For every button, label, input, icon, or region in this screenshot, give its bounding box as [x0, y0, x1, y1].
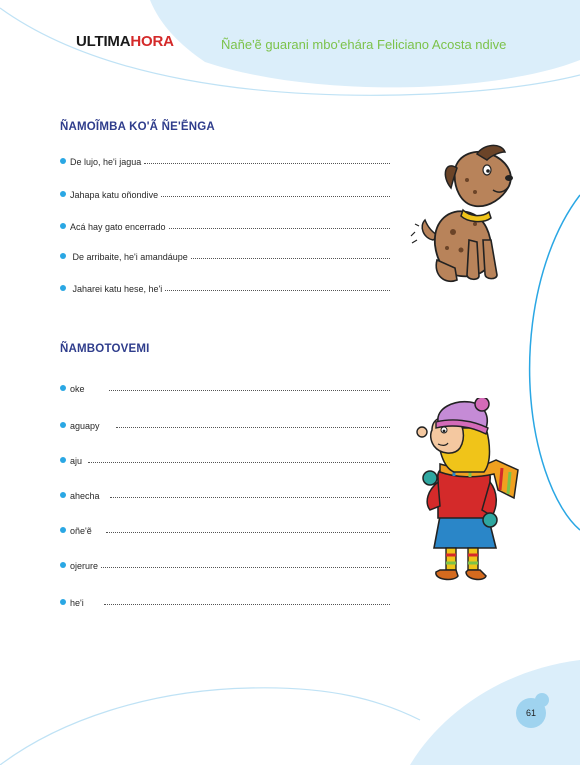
- answer-line: [161, 195, 390, 197]
- list-item: [60, 522, 390, 536]
- bullet-icon: [60, 527, 66, 533]
- brand-logo-part2: HORA: [130, 33, 174, 50]
- item-label: ahecha: [70, 491, 100, 501]
- brand-logo: [76, 33, 174, 50]
- answer-line: [106, 531, 390, 533]
- section1-title: ÑAMOĨMBA KO'Ã ÑE'ẼNGA: [60, 121, 215, 133]
- list-item: [60, 487, 390, 501]
- girl-illustration: [410, 398, 525, 590]
- list-item: [60, 417, 390, 431]
- list-item: [60, 380, 390, 394]
- list-item: [60, 280, 390, 294]
- bottom-right-wave: [410, 660, 580, 765]
- item-label: oñe'ẽ: [70, 526, 92, 536]
- answer-line: [101, 566, 390, 568]
- bullet-icon: [60, 158, 66, 164]
- list-item: [60, 594, 390, 608]
- item-label: aguapy: [70, 421, 100, 431]
- item-label: De arribaite, he'i amandáupe: [70, 252, 188, 262]
- item-label: Acá hay gato encerrado: [70, 222, 166, 232]
- brand-logo-part1: ULTIMA: [76, 33, 131, 50]
- bullet-icon: [60, 599, 66, 605]
- bullet-icon: [60, 285, 66, 291]
- list-item: [60, 557, 390, 571]
- bullet-icon: [60, 492, 66, 498]
- answer-line: [88, 461, 390, 463]
- bottom-left-arc: [0, 688, 420, 765]
- item-label: Jahapa katu oñondive: [70, 190, 159, 200]
- list-item: [60, 248, 390, 262]
- list-item: [60, 218, 390, 232]
- bullet-icon: [60, 223, 66, 229]
- answer-line: [109, 389, 390, 391]
- bullet-icon: [60, 253, 66, 259]
- bullet-icon: [60, 457, 66, 463]
- answer-line: [165, 289, 390, 291]
- item-label: Jaharei katu hese, he'i: [70, 284, 163, 294]
- list-item: [60, 186, 390, 200]
- right-arc: [530, 195, 580, 530]
- answer-line: [116, 426, 390, 428]
- section2-title: ÑAMBOTOVEMI: [60, 343, 150, 355]
- item-label: ojerure: [70, 561, 99, 571]
- bullet-icon: [60, 422, 66, 428]
- item-label: aju: [70, 456, 83, 466]
- answer-line: [169, 227, 390, 229]
- header-subtitle: Ñañe'ẽ guarani mbo'ehára Feliciano Acosta ndive: [221, 37, 507, 52]
- item-label: he'i: [70, 598, 84, 608]
- bullet-icon: [60, 562, 66, 568]
- bullet-icon: [60, 385, 66, 391]
- bullet-icon: [60, 191, 66, 197]
- answer-line: [110, 496, 390, 498]
- page-number: 61: [525, 708, 536, 718]
- dog-illustration: [405, 140, 520, 295]
- list-item: [60, 452, 390, 466]
- item-label: De lujo, he'i jagua: [70, 157, 142, 167]
- answer-line: [191, 257, 390, 259]
- list-item: [60, 153, 390, 167]
- answer-line: [104, 603, 390, 605]
- answer-line: [144, 162, 390, 164]
- item-label: oke: [70, 384, 85, 394]
